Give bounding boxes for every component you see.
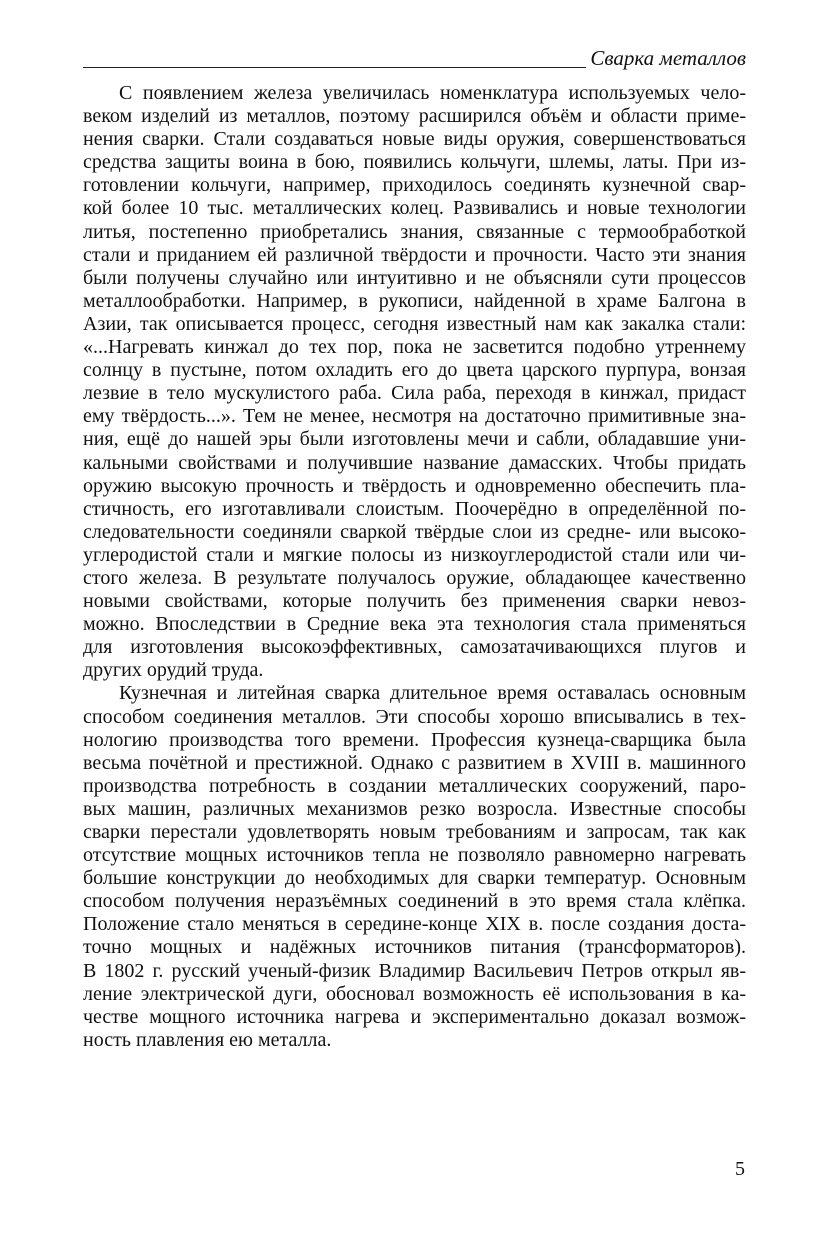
text-line: Азии, так описывается процесс, сегодня известный нам как закалка стали: [83, 312, 746, 335]
text-line: ния, ещё до нашей эры были изготовлены мечи и сабли, обладавшие уни- [83, 428, 746, 451]
text-line: большие конструкции до необходимых для сварки температур. Основным [83, 867, 746, 890]
text-line: весьма почётной и престижной. Однако с развитием в XVIII в. машинного [83, 751, 746, 774]
paragraph-2 [83, 682, 746, 1052]
text-line: точно мощных и надёжных источников питания (трансформаторов). [83, 936, 746, 959]
text-line: стичность, его изготавливали слоистым. Поочерёдно в определённой по- [83, 497, 746, 520]
text-line: честве мощного источника нагрева и экспериментально доказал возмож- [83, 1005, 746, 1028]
running-header [83, 45, 746, 71]
text-line: для изготовления высокоэффективных, самозатачивающихся плугов и [83, 636, 746, 659]
text-line: вых машин, различных механизмов резко возросла. Известные способы [83, 797, 746, 820]
text-line: кальными свойствами и получившие название дамасских. Чтобы придать [83, 451, 746, 474]
text-line: готовлении кольчуги, например, приходилось соединять кузнечной свар- [83, 174, 746, 197]
text-line: способом соединения металлов. Эти способы хорошо вписывались в тех- [83, 705, 746, 728]
text-line: углеродистой стали и мягкие полосы из низкоуглеродистой стали или чи- [83, 543, 746, 566]
text-line: других орудий труда. [83, 659, 264, 682]
header-rule [83, 67, 586, 68]
text-line: нологию производства того времени. Профессия кузнеца-сварщика была [83, 728, 746, 751]
text-line: литья, постепенно приобретались знания, связанные с термообработкой [83, 220, 746, 243]
text-line: лезвие в тело мускулистого раба. Сила раба, переходя в кинжал, придаст [83, 382, 746, 405]
text-line: солнцу в пустыне, потом охладить его до цвета царского пурпура, вонзая [83, 359, 746, 382]
text-line: веком изделий из металлов, поэтому расширился объём и области приме- [83, 105, 746, 128]
paragraph-1 [83, 82, 746, 682]
text-line: кой более 10 тыс. металлических колец. Развивались и новые технологии [83, 197, 746, 220]
text-line: «...Нагревать кинжал до тех пор, пока не засветится подобно утреннему [83, 336, 746, 359]
text-line: Кузнечная и литейная сварка длительное время оставалась основным [119, 682, 746, 705]
text-line: металлообработки. Например, в рукописи, найденной в храме Балгона в [83, 289, 746, 312]
text-line: ность плавления ею металла. [83, 1028, 332, 1051]
running-header-title: Сварка металлов [590, 46, 746, 70]
text-line: способом получения неразъёмных соединений в это время стала клёпка. [83, 890, 746, 913]
text-line: Положение стало меняться в середине-конце XIX в. после создания доста- [83, 913, 746, 936]
text-body [83, 82, 746, 1052]
text-line: оружию высокую прочность и твёрдость и одновременно обеспечить пла- [83, 474, 746, 497]
text-line: стали и приданием ей различной твёрдости и прочности. Часто эти знания [83, 243, 746, 266]
text-line: были получены случайно или интуитивно и не объясняли сути процессов [83, 266, 746, 289]
text-line: нения сварки. Стали создаваться новые виды оружия, совершенствоваться [83, 128, 746, 151]
text-line: С появлением железа увеличилась номенклатура используемых чело- [119, 82, 746, 104]
text-line: В 1802 г. русский ученый-физик Владимир Васильевич Петров открыл яв- [83, 959, 746, 982]
text-line: стого железа. В результате получалось оружие, обладающее качественно [83, 566, 746, 589]
text-line: сварки перестали удовлетворять новым требованиям и запросам, так как [83, 821, 746, 843]
text-line: отсутствие мощных источников тепла не позволяло равномерно нагревать [83, 844, 746, 867]
text-line: ему твёрдость...». Тем не менее, несмотря на достаточно примитивные зна- [83, 405, 746, 428]
text-line: ление электрической дуги, обосновал возможность её использования в ка- [83, 982, 746, 1005]
page-number: 5 [735, 1158, 745, 1180]
text-line: производства потребность в создании металлических сооружений, паро- [83, 774, 746, 797]
text-line: новыми свойствами, которые получить без применения сварки невоз- [83, 590, 746, 613]
text-line: можно. Впоследствии в Средние века эта технология стала применяться [83, 613, 746, 636]
text-line: средства защиты воина в бою, появились кольчуги, шлемы, латы. При из- [83, 151, 746, 174]
text-line: следовательности соединяли сваркой твёрдые слои из средне- или высоко- [83, 520, 746, 543]
